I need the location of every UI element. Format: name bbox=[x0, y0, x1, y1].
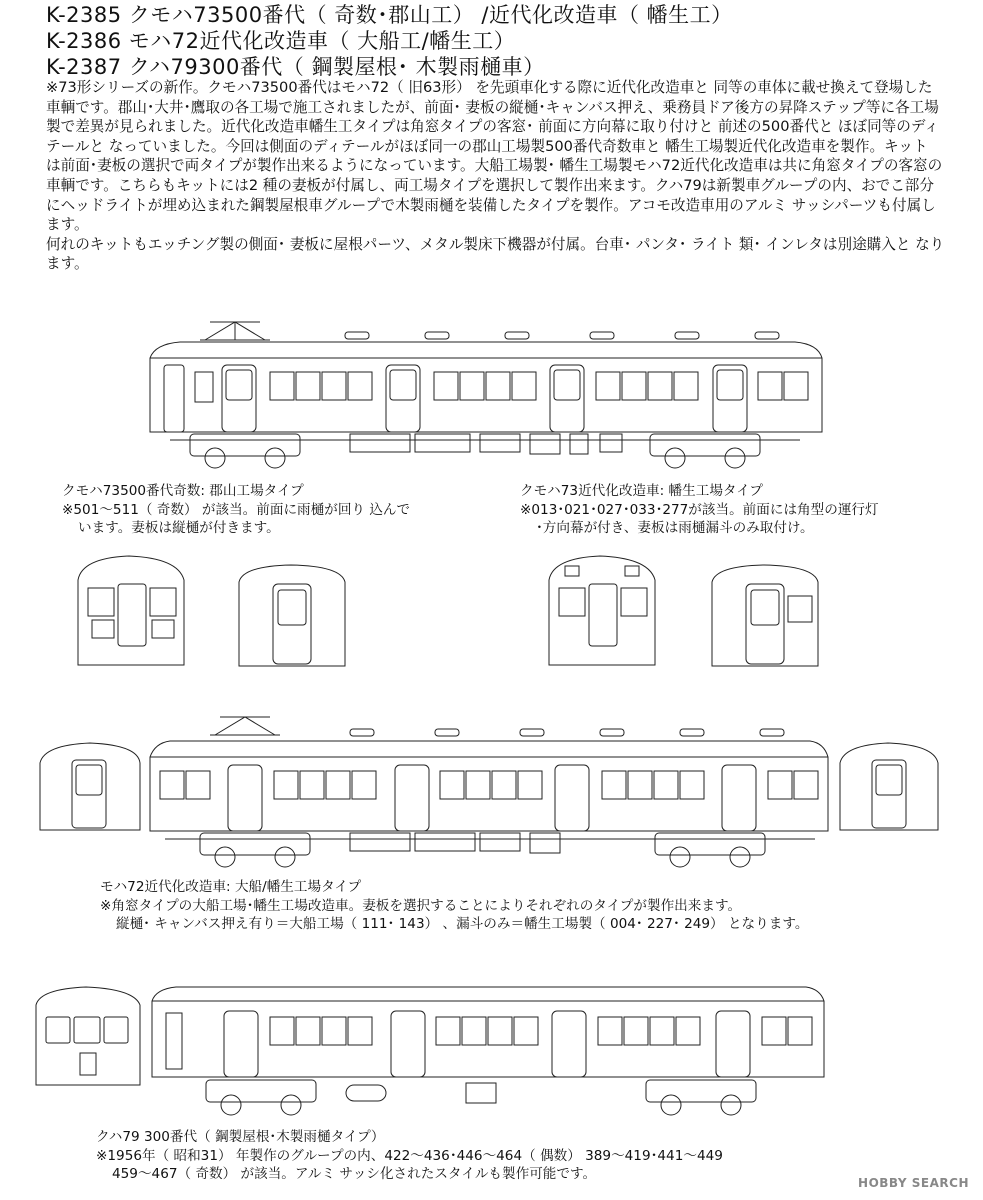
product-title-k2385: K-2385 クモハ73500番代（ 奇数･郡山工） /近代化改造車（ 幡生工） bbox=[46, 3, 733, 27]
caption-title: クモハ73近代化改造車: 幡生工場タイプ bbox=[520, 483, 764, 499]
kumoha73-side-drawing bbox=[150, 310, 825, 470]
caption-moha72 bbox=[100, 878, 808, 934]
caption-kumoha73-hatabu bbox=[520, 482, 879, 538]
caption-kuha79 bbox=[96, 1128, 723, 1184]
caption-note: ※1956年（ 昭和31） 年製作のグループの内、422～436･446～464（ 偶数） 389～419･441～449 bbox=[96, 1147, 723, 1164]
product-title-k2387: K-2387 クハ79300番代（ 鋼製屋根･ 木製雨樋車） bbox=[46, 55, 545, 79]
caption-title: クモハ73500番代奇数: 郡山工場タイプ bbox=[62, 483, 304, 499]
product-title-k2386: K-2386 モハ72近代化改造車（ 大船工/幡生工） bbox=[46, 29, 516, 53]
intro-description bbox=[46, 78, 946, 274]
moha72-side-drawing bbox=[40, 705, 940, 870]
caption-note: ･方向幕が付き、妻板は雨樋漏斗のみ取付け。 bbox=[536, 520, 814, 536]
koriyama-end-drawing bbox=[235, 562, 350, 670]
intro-paragraph-note: 何れのキットもエッチング製の側面･ 妻板に屋根パーツ、メタル製床下機器が付属。台車･ パンタ･ ライト 類･ インレタは別途購入と なります。 bbox=[46, 235, 945, 273]
caption-note: ※013･021･027･033･277が該当。前面には角型の運行灯 bbox=[520, 501, 879, 518]
intro-paragraph: ※73形シリーズの新作。クモハ73500番代はモハ72（ 旧63形） を先頭車化する際に近代化改造車と 同等の車体に載せ換えて登場した車輌です。郡山･大井･鷹取の各工場で施工されましたが、前面･ 妻板の縦樋･キャンバス押え、乗務員ドア後方の昇降ステップ等に各工場製で差異が見られました。近代化改造車幡生工タイプは角窓タイプの客窓･ 前面に方向幕に取り付けと 前述の500番代と ほぼ同等のディテールと なっていました。今回は側面のディテールがほぼ同一の郡山工場製500番代奇数車と 幡生工場製近代化改造車を製作。キット は前面･妻板の選択で両タイプが製作出来るようになっています。大船工場製･ 幡生工場製モハ72近代化改造車は共に角窓タイプの客窓の車輌です。こちらもキットには2 種の妻板が付属し、両工場タイプを選択して製作出来ます。クハ79は新製車グループの内、おでこ部分にヘッドライトが埋め込まれた鋼製屋根車グループで木製雨樋を装備したタイプを製作。アコモ改造車用のアルミ サッシパーツも付属します。 bbox=[46, 79, 943, 234]
caption-note: ※角窓タイプの大船工場･幡生工場改造車。妻板を選択することによりそれぞれのタイプが製作出来ます。 bbox=[100, 897, 742, 914]
watermark: HOBBY SEARCH bbox=[858, 1176, 969, 1190]
hatabu-end-drawing bbox=[708, 562, 823, 670]
caption-note: ※501～511（ 奇数） が該当。前面に雨樋が回り 込んで bbox=[62, 501, 411, 518]
caption-note: 縦樋･ キャンバス押え有り＝大船工場（ 111･ 143） 、漏斗のみ＝幡生工場製（ 004･ 227･ 249） となります。 bbox=[116, 916, 809, 932]
caption-kumoha73500 bbox=[62, 482, 410, 538]
caption-title: クハ79 300番代（ 鋼製屋根･木製雨樋タイプ） bbox=[96, 1129, 385, 1145]
caption-note: 459～467（ 奇数） が該当。アルミ サッシ化されたスタイルも製作可能です。 bbox=[112, 1166, 597, 1182]
caption-note: います。妻板は縦樋が付きます。 bbox=[78, 520, 280, 536]
caption-title: モハ72近代化改造車: 大船/幡生工場タイプ bbox=[100, 879, 362, 895]
koriyama-front-drawing bbox=[74, 550, 194, 670]
hatabu-front-drawing bbox=[545, 550, 665, 670]
kuha79-side-drawing bbox=[36, 985, 828, 1120]
